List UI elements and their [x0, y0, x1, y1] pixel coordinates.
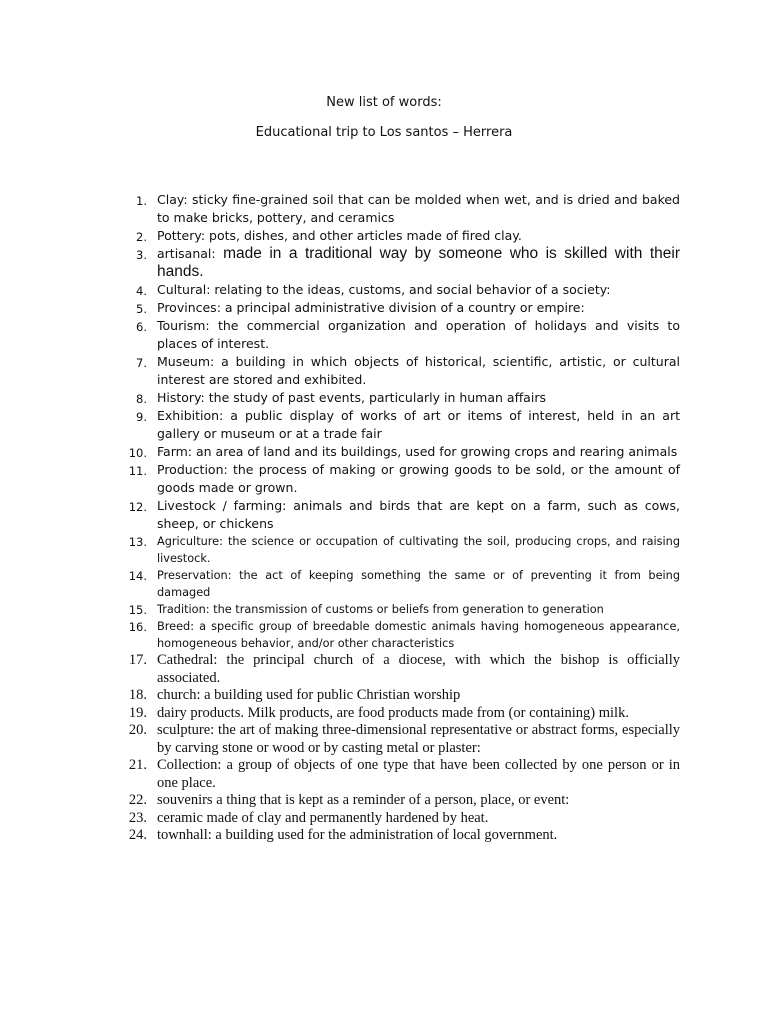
- list-item-definition: made in a traditional way by someone who is skilled with their hands.: [157, 245, 680, 280]
- list-item-text: [157, 389, 680, 407]
- list-item-text: [157, 461, 680, 497]
- list-item-term: Production:: [157, 462, 228, 477]
- list-item: [118, 618, 680, 652]
- list-item-number: 13.: [128, 535, 147, 549]
- list-item-text: [157, 299, 680, 317]
- list-item-number: 14.: [128, 569, 147, 583]
- list-item-definition: a public display of works of art or items of interest, held in an art gallery or museum or at a trade fair: [157, 408, 680, 441]
- list-item-definition: the science or occupation of cultivating the soil, producing crops, and raising livestock.: [157, 535, 680, 565]
- list-item-definition: a thing that is kept as a reminder of a person, place, or event:: [212, 792, 570, 808]
- list-item-text: [157, 407, 680, 443]
- list-item-number: 4.: [136, 284, 147, 298]
- list-item-number: 19.: [128, 704, 147, 721]
- list-item-text: [157, 497, 680, 533]
- list-item-number: 15.: [128, 603, 147, 617]
- list-item-definition: the art of making three-dimensional representative or abstract forms, especially by carving stone or wood or by casting metal or plaster:: [157, 722, 680, 756]
- list-item: [118, 443, 680, 461]
- list-item-term: Museum:: [157, 354, 215, 369]
- list-item-number: 18.: [128, 687, 147, 703]
- list-item-text: [157, 722, 680, 757]
- list-item-text: [157, 757, 680, 792]
- list-item: [118, 353, 680, 389]
- list-item-number: 17.: [128, 652, 147, 668]
- list-item-term: ceramic: [157, 809, 203, 826]
- list-item-definition: a building used for the administration of local government.: [211, 827, 558, 843]
- list-item: [118, 792, 680, 810]
- list-item: [118, 407, 680, 443]
- list-item-number: 11.: [128, 464, 147, 478]
- list-item-number: 24.: [128, 827, 147, 843]
- list-item-number: 6.: [136, 320, 147, 334]
- list-item-definition: animals and birds that are kept on a farm, such as cows, sheep, or chickens: [157, 498, 680, 531]
- list-item-term: Cultural:: [157, 282, 211, 297]
- list-item: [118, 227, 680, 245]
- list-item-definition: Milk products, are food products made from (or containing) milk.: [243, 704, 629, 721]
- list-item-number: 7.: [136, 356, 147, 370]
- list-item-definition: a group of objects of one type that have been collected by one person or in one place.: [157, 757, 680, 791]
- list-item: [118, 461, 680, 497]
- list-item: [118, 245, 680, 281]
- list-item-term: Livestock / farming:: [157, 498, 287, 513]
- list-item: [118, 281, 680, 299]
- list-item: [118, 497, 680, 533]
- list-item-definition: sticky fine-grained soil that can be molded when wet, and is dried and baked to make bricks, pottery, and ceramics: [157, 192, 680, 225]
- list-item-number: 12.: [128, 500, 147, 514]
- list-item-term: Exhibition:: [157, 408, 224, 423]
- list-item: [118, 389, 680, 407]
- list-item-term: souvenirs: [157, 792, 213, 808]
- list-item-definition: the process of making or growing goods to be sold, or the amount of goods made or grown.: [157, 462, 680, 495]
- list-item-term: Agriculture:: [157, 535, 223, 548]
- list-item: [118, 567, 680, 601]
- list-item-term: dairy products.: [157, 704, 244, 721]
- list-item-definition: the commercial organization and operation of holidays and visits to places of interest.: [157, 318, 680, 351]
- list-item-definition: a building in which objects of historical, scientific, artistic, or cultural interest are stored and exhibited.: [157, 354, 680, 387]
- list-item: [118, 810, 680, 828]
- list-item-definition: a specific group of breedable domestic animals having homogeneous appearance, homogeneous behavior, and/or other characteristics: [157, 620, 680, 650]
- list-item-definition: made of clay and permanently hardened by heat.: [202, 809, 489, 826]
- document-subtitle: Educational trip to Los santos – Herrera: [255, 125, 513, 140]
- list-item-term: History:: [157, 390, 205, 405]
- list-item: [118, 191, 680, 227]
- list-item-term: Cathedral:: [157, 652, 218, 668]
- list-item-text: [157, 618, 680, 652]
- list-item-text: [157, 601, 680, 618]
- list-item-number: 10.: [128, 446, 147, 460]
- list-item-text: [157, 443, 680, 461]
- list-item-definition: a principal administrative division of a country or empire:: [220, 300, 585, 315]
- list-item-term: Collection:: [157, 757, 222, 773]
- list-item-term: townhall:: [157, 827, 212, 843]
- list-item-term: Tradition:: [157, 603, 210, 616]
- list-item-text: [157, 281, 680, 299]
- list-item-text: [157, 533, 680, 567]
- list-item-term: Provinces:: [157, 300, 221, 315]
- list-item: [118, 687, 680, 705]
- list-item-definition: an area of land and its buildings, used for growing crops and rearing animals: [192, 444, 678, 459]
- list-item-number: 22.: [128, 792, 147, 808]
- list-item-number: 5.: [136, 302, 147, 316]
- list-item: [118, 317, 680, 353]
- list-item-definition: the transmission of customs or beliefs from generation to generation: [209, 603, 604, 616]
- list-item: [118, 757, 680, 792]
- list-item-number: 23.: [128, 809, 147, 826]
- list-item-number: 2.: [136, 230, 147, 244]
- list-item-number: 3.: [136, 248, 147, 262]
- list-item-text: [157, 245, 680, 281]
- list-item-text: [157, 353, 680, 389]
- list-item-term: Tourism:: [157, 318, 210, 333]
- list-item-text: [157, 827, 680, 845]
- list-item-term: Farm:: [157, 444, 193, 459]
- list-item-definition: a building used for public Christian worship: [200, 687, 461, 703]
- list-item-definition: the act of keeping something the same or of preventing it from being damaged: [157, 569, 680, 599]
- list-item-number: 20.: [128, 722, 147, 738]
- list-item-term: sculpture:: [157, 722, 215, 738]
- list-item-text: [157, 705, 680, 723]
- list-item-text: [157, 191, 680, 227]
- list-item-text: [157, 567, 680, 601]
- list-item-number: 9.: [136, 410, 147, 424]
- list-item-term: Pottery:: [157, 228, 206, 243]
- list-item-text: [157, 792, 680, 810]
- list-item-text: [157, 652, 680, 687]
- list-item-term: Breed:: [157, 620, 195, 633]
- list-item-number: 8.: [136, 392, 147, 406]
- list-item-text: [157, 227, 680, 245]
- list-item-definition: the principal church of a diocese, with which the bishop is officially associated.: [157, 652, 680, 686]
- list-item-number: 16.: [128, 620, 147, 634]
- list-item: [118, 533, 680, 567]
- list-item: [118, 601, 680, 618]
- word-list: [118, 191, 680, 845]
- list-item-term: church:: [157, 687, 201, 703]
- list-item-definition: relating to the ideas, customs, and social behavior of a society:: [210, 282, 611, 297]
- list-item-term: artisanal:: [157, 246, 216, 261]
- list-item-text: [157, 317, 680, 353]
- list-item-number: 21.: [128, 757, 147, 773]
- list-item: [118, 827, 680, 845]
- document-title: New list of words:: [326, 95, 442, 110]
- list-item: [118, 652, 680, 687]
- list-item-text: [157, 810, 680, 828]
- list-item-definition: pots, dishes, and other articles made of fired clay.: [205, 228, 522, 243]
- list-item-term: Clay:: [157, 192, 188, 207]
- list-item-text: [157, 687, 680, 705]
- list-item: [118, 299, 680, 317]
- list-item-definition: the study of past events, particularly in human affairs: [204, 390, 546, 405]
- list-item: [118, 705, 680, 723]
- list-item-number: 1.: [136, 194, 147, 208]
- list-item-term: Preservation:: [157, 569, 232, 582]
- list-item: [118, 722, 680, 757]
